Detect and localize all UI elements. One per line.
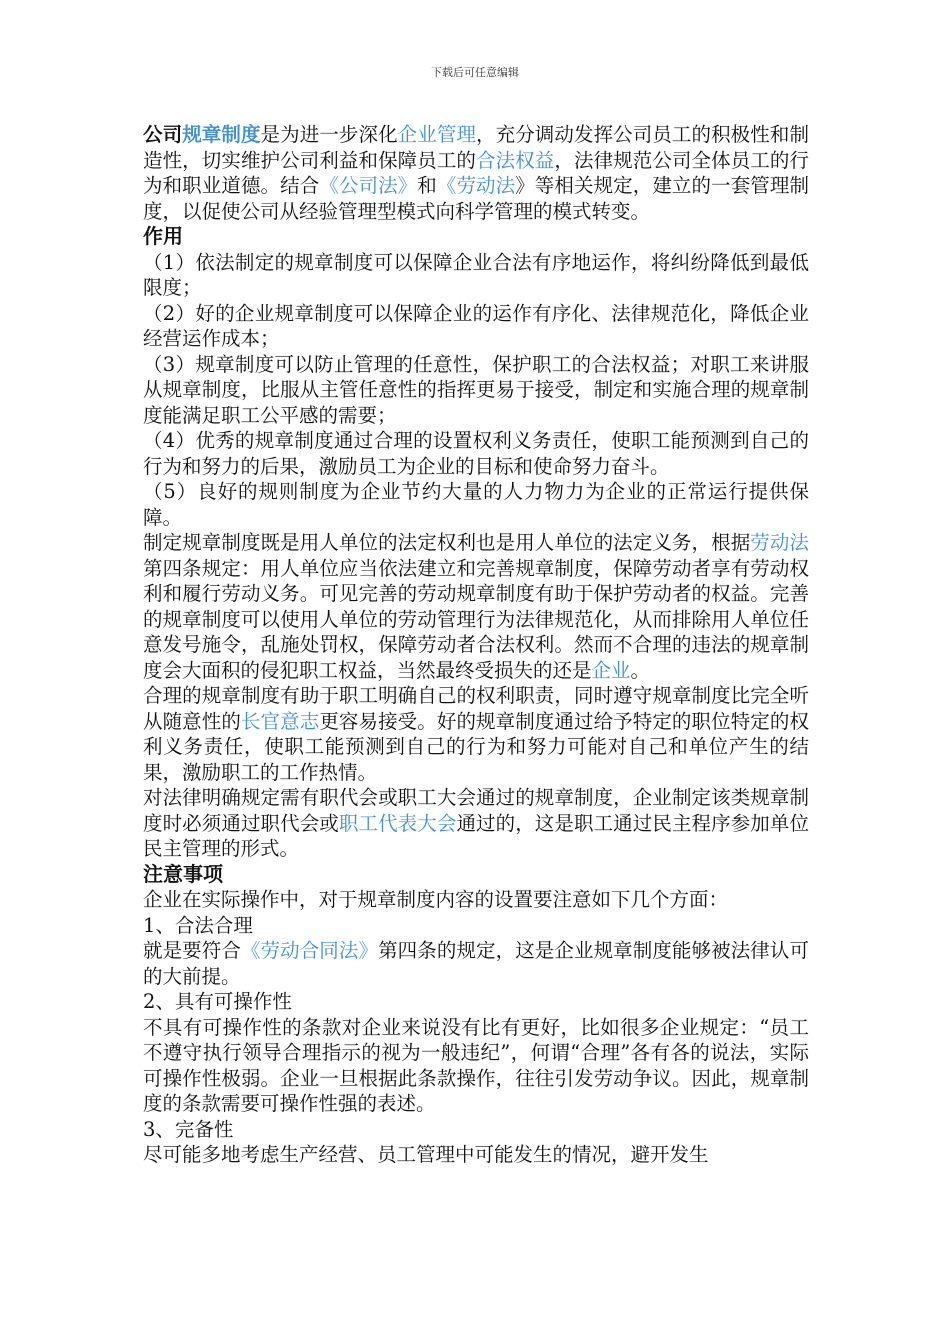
- section-lead: 企业在实际操作中，对于规章制度内容的设置要注意如下几个方面：: [143, 888, 729, 911]
- page-header: 下载后可任意编辑: [431, 66, 519, 79]
- link-laodongfa-2[interactable]: 劳动法: [750, 531, 809, 554]
- item-body: 不具有可操作性的条款对企业来说没有比有更好，比如很多企业规定：“员工不遵守执行领导合理指示的视为一般违纪”，何谓“合理”各有各的说法，实际可操作性极弱。企业一旦根据此条款操作，往往引发劳动争议。因此，规章制度的条款需要可操作性强的表述。: [143, 1015, 809, 1115]
- link-hefaquanyi[interactable]: 合法权益: [476, 148, 555, 172]
- list-item: （5）良好的规则制度为企业节约大量的人力物力为企业的正常运行提供保障。: [143, 480, 809, 529]
- paragraph-text: 更容易接受。好的规章制度通过给予特定的职位特定的权利义务责任，使职工能预测到自己的行为和努力可能对自己和单位产生的结果，激励职工的工作热情。: [143, 709, 809, 784]
- link-zhangguanyizhi[interactable]: 长官意志: [240, 709, 320, 733]
- paragraph-text: 制定规章制度既是用人单位的法定权利也是用人单位的法定义务，根据: [143, 531, 751, 554]
- paragraph-text: 通过的，这是职工通过民主程序参加单位民主管理的形式。: [143, 811, 809, 860]
- link-gongsifa[interactable]: 《公司法》: [319, 174, 418, 197]
- link-qiye[interactable]: 企业: [591, 658, 631, 682]
- item-body: 尽可能多地考虑生产经营、员工管理中可能发生的情况，避开发生: [143, 1143, 709, 1166]
- intro-text: ，充分调动发挥公司员工的积极性和制造性，切实维护公司利益和保障员工的: [143, 123, 809, 172]
- item-title: 2、具有可操作性: [143, 990, 292, 1013]
- list-item: （4）优秀的规章制度通过合理的设置权利义务责任，使职工能预测到自己的行为和努力的后果，激励员工为企业的目标和使命努力奋斗。: [143, 429, 809, 478]
- item-title: 1、合法合理: [143, 913, 253, 937]
- link-zhigongdaibiaodahui[interactable]: 职工代表大会: [338, 811, 457, 835]
- paragraph-text: 对法律明确规定需有职代会或职工大会通过的规章制度，企业制定该类规章制度时必须通过职代会或: [143, 786, 809, 835]
- document-body: [143, 122, 809, 1168]
- link-qiyeguanli[interactable]: 企业管理: [397, 123, 477, 146]
- list-item: （2）好的企业规章制度可以保障企业的运作有序化、法律规范化，降低企业经营运作成本；: [143, 301, 809, 350]
- intro-text: 和: [417, 174, 437, 197]
- link-laodonghetongfa[interactable]: 《劳动合同法》: [240, 939, 379, 962]
- intro-text: ，法律规范公司全体员工的行为和职业道德。结合: [143, 148, 809, 197]
- item-title: 3、完备性: [143, 1117, 234, 1141]
- paragraph-text: 。: [630, 658, 651, 682]
- paragraph-text: 合理的规章制度有助于职工明确自己的权利职责，同时遵守规章制度比完全听从随意性的: [143, 684, 809, 733]
- intro-text: 》等相关规定，建立的一套管理制度，以促使公司从经验管理型模式向科学管理的模式转变。: [143, 174, 809, 223]
- paragraph-fading-quanli: [143, 530, 809, 683]
- paragraph-text: 第四条规定：用人单位应当依法建立和完善规章制度，保障劳动者享有劳动权利和履行劳动义务。可见完善的劳动规章制度有助于保护劳动者的权益。完善的规章制度可以使用人单位的劳动管理行为法律规范化，从而排除用人单位任意发号施令，乱施处罚权，保障劳动者合法权利。然而不合理的违法的规章制度会大面积的侵犯职工权益，当然最终受损失的还是: [143, 556, 809, 682]
- link-guizhangzhidu[interactable]: 规章制度: [182, 123, 261, 146]
- paragraph-zhidaihui: [143, 785, 809, 862]
- list-item: （1）依法制定的规章制度可以保障企业合法有序地运作，将纠纷降低到最低限度；: [143, 250, 809, 299]
- paragraph-text: 第四条的规定，这是企业规章制度能够被法律认可的大前提。: [143, 939, 809, 988]
- list-item: （3）规章制度可以防止管理的任意性，保护职工的合法权益；对职工来讲服从规章制度，比服从主管任意性的指挥更易于接受，制定和实施合理的规章制度能满足职工公平感的需要；: [143, 352, 809, 427]
- intro-text: 公司: [143, 123, 183, 146]
- section-heading-zuoyong: 作用: [143, 224, 183, 248]
- paragraph-text: 就是要符合: [143, 939, 241, 962]
- link-laodongfa[interactable]: 《劳动法: [436, 174, 516, 197]
- paragraph-heli-zhidu: [143, 683, 809, 785]
- item-body: [143, 938, 809, 989]
- intro-text: 是为进一步深化: [260, 123, 398, 146]
- section-heading-zhuyishixiang: 注意事项: [143, 861, 223, 886]
- intro-paragraph: [143, 122, 809, 224]
